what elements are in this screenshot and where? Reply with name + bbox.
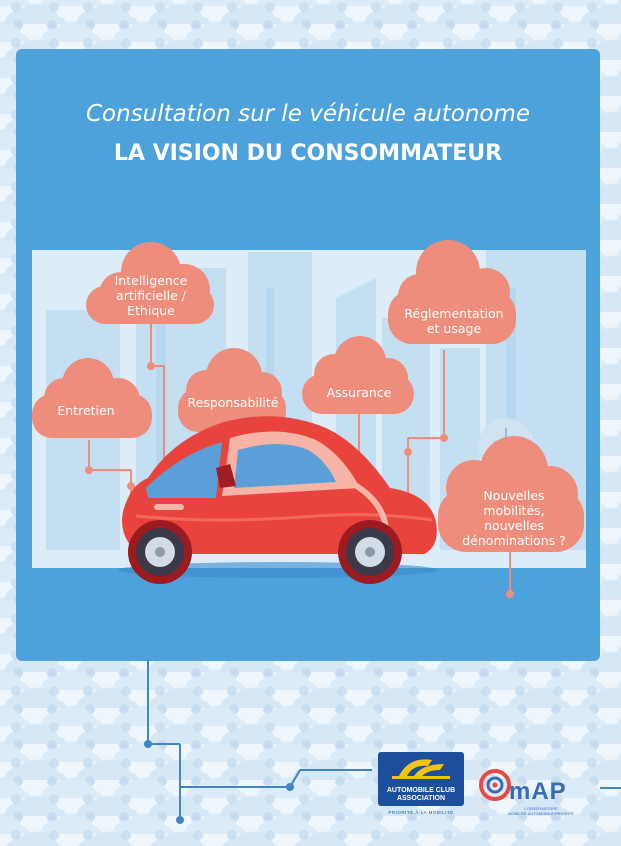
map-subtitle: L'OBSERVATOIRE MOBILITÉ AUTOMOBILE PRIORITÉ <box>508 806 574 816</box>
title-consultation: Consultation sur le véhicule autonome <box>85 101 531 127</box>
cloud-label-intelligence: Intelligence artificielle / Ethique <box>114 273 188 318</box>
aca-line2: ASSOCIATION <box>396 795 446 802</box>
map-target-icon <box>478 768 512 802</box>
aca-emblem-icon <box>378 752 464 786</box>
aca-logo-box <box>378 752 464 806</box>
map-wordmark: mAP <box>509 778 567 805</box>
aca-logo <box>378 752 464 823</box>
aca-line1: AUTOMOBILE CLUB <box>386 787 456 794</box>
cloud-label-mobilites: Nouvelles mobilités, nouvelles dénominations ? <box>462 488 566 548</box>
cloud-label-assurance: Assurance <box>326 385 392 400</box>
cloud-label-reglementation: Réglementation et usage <box>404 306 504 336</box>
map-logo <box>476 760 586 820</box>
title-vision: LA VISION DU CONSOMMATEUR <box>113 141 503 166</box>
aca-tagline: PRIORITÉ À LA MOBILITÉ <box>388 810 454 815</box>
cloud-label-entretien: Entretien <box>57 403 115 418</box>
cloud-label-responsabilite: Responsabilité <box>187 395 279 410</box>
